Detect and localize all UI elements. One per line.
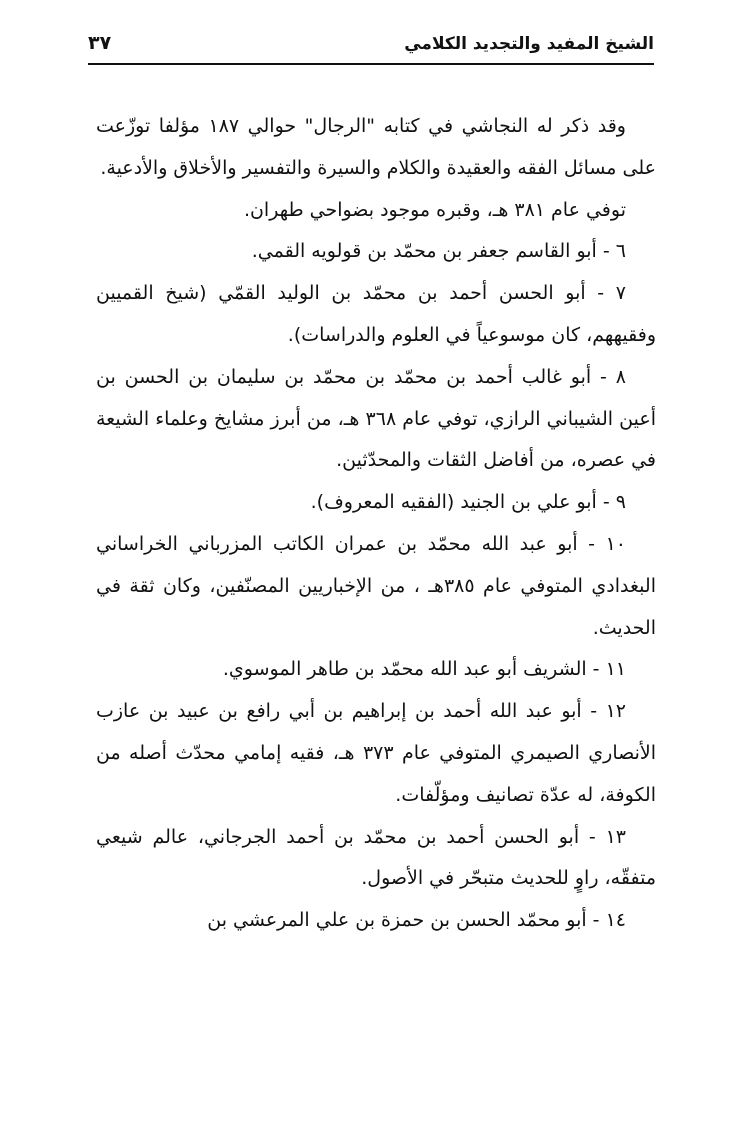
list-item-9: ٩ - أبو علي بن الجنيد (الفقيه المعروف). (310, 491, 626, 514)
page-header (88, 28, 654, 62)
list-item-6: ٦ - أبو القاسم جعفر بن محمّد بن قولويه القمي. (251, 240, 626, 263)
list-item-13: ١٣ - أبو الحسن أحمد بن محمّد بن أحمد الجرجاني، عالم شيعي متفقّه، راوٍ للحديث متبحّر في الأصول. (96, 825, 656, 890)
list-item-11: ١١ - الشريف أبو عبد الله محمّد بن طاهر الموسوي. (222, 658, 626, 681)
header-rule (88, 63, 654, 65)
body-text (96, 106, 656, 942)
paragraph-intro: وقد ذكر له النجاشي في كتابه "الرجال" حوالي ١٨٧ مؤلفا توزّعت على مسائل الفقه والعقيدة والكلام والسيرة والتفسير والأخلاق والأدعية. (96, 115, 656, 179)
running-title: الشيخ المفيد والتجديد الكلامي (404, 34, 654, 54)
paragraph-death: توفي عام ٣٨١ هـ، وقبره موجود بضواحي طهران. (243, 198, 626, 221)
list-item-7: ٧ - أبو الحسن أحمد بن محمّد بن الوليد القمّي (شيخ القميين وفقيههم، كان موسوعياً في العلوم والدراسات). (96, 282, 656, 346)
list-item-8: ٨ - أبو غالب أحمد بن محمّد بن محمّد بن سليمان بن الحسن بن أعين الشيباني الرازي، توفي عام ٣٦٨ هـ، من أبرز مشايخ وعلماء الشيعة في عصره، من أفاضل الثقات والمحدّثين. (96, 365, 656, 472)
list-item-14: ١٤ - أبو محمّد الحسن بن حمزة بن علي المرعشي بن (207, 909, 626, 932)
page-number: ٣٧ (88, 32, 112, 54)
list-item-10: ١٠ - أبو عبد الله محمّد بن عمران الكاتب المزرباني الخراساني البغدادي المتوفي عام ٣٨٥هـ ، من الإخباريين المصنّفين، وكان ثقة في الحديث. (96, 532, 656, 639)
list-item-12: ١٢ - أبو عبد الله أحمد بن إبراهيم بن أبي رافع بن عبيد بن عازب الأنصاري الصيمري المتوفي عام ٣٧٣ هـ، فقيه إمامي محدّث أصله من الكوفة، له عدّة تصانيف ومؤلّفات. (96, 700, 656, 806)
